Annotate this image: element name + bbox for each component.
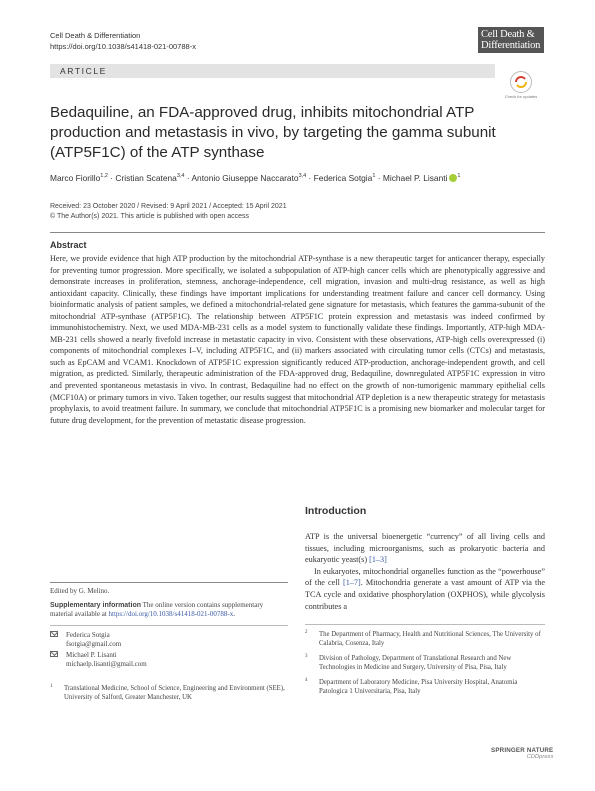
publisher-logo bbox=[491, 747, 553, 760]
intro-text: . Mitochondria generate a vast amount of ATP via the TCA cycle and oxidative phosphorylation (OXPHOS), while glycolysis contributes a bbox=[305, 578, 545, 611]
author-name[interactable]: Michael P. Lisanti bbox=[382, 173, 448, 183]
intro-text: In eukaryotes, mitochondrial organelles function as the “powerhouse” of the cell bbox=[305, 566, 545, 588]
cddpress-label: CDDpress bbox=[526, 754, 554, 760]
author-separator: · bbox=[377, 173, 383, 183]
divider bbox=[50, 582, 288, 583]
supplementary-text: The online version contains supplementary material available at bbox=[50, 601, 264, 619]
affiliation-number: 4 bbox=[305, 678, 308, 683]
correspondent bbox=[50, 631, 121, 649]
springer-nature-label: SPRINGER NATURE bbox=[491, 747, 554, 754]
author-name[interactable]: Cristian Scatena bbox=[115, 173, 177, 183]
check-for-updates-icon[interactable] bbox=[509, 70, 533, 94]
journal-logo bbox=[478, 27, 544, 53]
author-affiliation-marker: 1 bbox=[457, 173, 461, 180]
edited-by-note: Edited by G. Melino. bbox=[50, 587, 110, 595]
license-notice: © The Author(s) 2021. This article is published with open access bbox=[50, 213, 250, 220]
intro-paragraph bbox=[305, 566, 545, 612]
supplementary-end: . bbox=[233, 610, 235, 619]
supplementary-info bbox=[50, 601, 282, 620]
citation-link[interactable]: [1–7] bbox=[342, 578, 361, 588]
article-type-bar bbox=[50, 64, 495, 78]
logo-line-2: Differentiation bbox=[481, 40, 541, 51]
check-for-updates-label[interactable]: Check for updates bbox=[504, 94, 538, 99]
affiliation-text: The Department of Pharmacy, Health and Nutritional Sciences, The University of Calabria, Cosenza, Italy bbox=[319, 631, 541, 647]
affiliation-item bbox=[50, 684, 290, 702]
author-affiliation-marker: 3,4 bbox=[298, 173, 307, 180]
affiliation-list-right bbox=[305, 630, 545, 702]
author-name[interactable]: Marco Fiorillo bbox=[50, 173, 101, 183]
logo-line-1: Cell Death & bbox=[481, 29, 535, 40]
article-type-label: ARTICLE bbox=[60, 66, 107, 76]
author-affiliation-marker: 1 bbox=[372, 173, 376, 180]
divider bbox=[305, 624, 545, 625]
affiliation-item bbox=[305, 654, 545, 672]
introduction-body bbox=[305, 531, 545, 612]
abstract-heading: Abstract bbox=[50, 240, 87, 250]
affiliation-item bbox=[305, 630, 545, 648]
abstract-body: Here, we provide evidence that high ATP production by the mitochondrial ATP-synthase is a new therapeutic target for anticancer therapy, especially for preventing tumor progression. More specifically, we isolated a subpopulation of ATP-high cancer cells which are phenotypically aggressive and demonstrate increases in proliferation, stemness, anchorage-independence, cell migration, invasion and multi-drug resistance, as well as high antioxidant capacity. Clinically, these findings have important implications for understanding treatment failure and cancer cell dormancy. Using bioinformatic analysis of patient samples, we defined a mitochondrial-related gene signature for metastasis, which features the gamma-subunit of the mitochondrial ATP-synthase (ATP5F1C). The relationship between ATP5F1C protein expression and metastasis was indeed confirmed by immunohistochemistry. Next, we used MDA-MB-231 cells as a model system to functionally validate these findings. Importantly, ATP-high MDA-MB-231 cells showed a nearly fivefold increase in metastatic capacity in vivo. Consistent with these observations, ATP-high cells overexpressed (i) components of mitochondrial complexes I–V, including ATP5F1C, and (ii) markers associated with circulating tumor cells (CTCs) and metastasis, such as EpCAM and VCAM1. Knockdown of ATP5F1C expression significantly reduced ATP-production, anchorage-independent growth, and cell migration, as predicted. Similarly, therapeutic administration of the FDA-approved drug, Bedaquiline, downregulated ATP5F1C expression in vitro and prevented spontaneous metastasis in vivo. In contrast, Bedaquiline had no effect on the growth of non-tumorigenic mammary epithelial cells (MCF10A) or primary tumors in vivo. Taken together, our results suggest that mitochondrial ATP depletion is a new therapeutic strategy for metastasis prophylaxis, to avoid treatment failure. In summary, we conclude that mitochondrial ATP5F1C is a promising new biomarker and molecular target for future drug development, for the prevention of metastatic disease progression. bbox=[50, 254, 545, 425]
author-name[interactable]: Antonio Giuseppe Naccarato bbox=[191, 173, 299, 183]
affiliation-number: 1 bbox=[50, 684, 53, 689]
affiliation-item bbox=[305, 678, 545, 696]
supplementary-link[interactable]: https://doi.org/10.1038/s41418-021-00788-x bbox=[108, 610, 234, 619]
envelope-icon[interactable] bbox=[50, 651, 58, 657]
affiliation-number: 2 bbox=[305, 630, 308, 635]
supplementary-label: Supplementary information bbox=[50, 602, 142, 609]
article-dates: Received: 23 October 2020 / Revised: 9 April 2021 / Accepted: 15 April 2021 bbox=[50, 203, 287, 210]
affiliation-list-left bbox=[50, 684, 290, 708]
affiliation-text: Division of Pathology, Department of Translational Research and New Technologies in Medicine and Surgery, University of Pisa, Pisa, Italy bbox=[319, 655, 512, 671]
author-separator: · bbox=[110, 173, 116, 183]
intro-text: ATP is the universal bioenergetic “currency” of all living cells and tissues, including microorganisms, such as prokaryotic bacteria and eukaryotic yeast(s) bbox=[305, 532, 545, 565]
correspondent-name: Michael P. Lisanti bbox=[66, 651, 117, 659]
author-affiliation-marker: 3,4 bbox=[176, 173, 185, 180]
doi-link[interactable]: https://doi.org/10.1038/s41418-021-00788-x bbox=[50, 42, 196, 51]
author-affiliation-marker: 1,2 bbox=[100, 173, 108, 180]
citation-link[interactable]: [1–3] bbox=[369, 555, 387, 565]
correspondent-name: Federica Sotgia bbox=[66, 631, 110, 639]
author-name[interactable]: Federica Sotgia bbox=[313, 173, 373, 183]
correspondent-email[interactable]: fsotgia@gmail.com bbox=[66, 640, 122, 648]
affiliation-number: 3 bbox=[305, 654, 308, 659]
author-separator: · bbox=[186, 173, 192, 183]
author-list bbox=[50, 173, 550, 183]
correspondent bbox=[50, 651, 147, 669]
introduction-heading: Introduction bbox=[305, 505, 367, 517]
envelope-icon[interactable] bbox=[50, 631, 58, 637]
correspondent-email[interactable]: michaelp.lisanti@gmail.com bbox=[66, 660, 147, 668]
author-separator: · bbox=[308, 173, 314, 183]
divider bbox=[50, 625, 288, 626]
affiliation-text: Department of Laboratory Medicine, Pisa University Hospital, Anatomia Patologica 1 Universitaria, Pisa, Italy bbox=[319, 679, 518, 695]
intro-paragraph bbox=[305, 531, 545, 566]
affiliation-text: Translational Medicine, School of Science, Engineering and Environment (SEE), University of Salford, Greater Manchester, UK bbox=[64, 685, 285, 701]
article-title: Bedaquiline, an FDA-approved drug, inhibits mitochondrial ATP production and metastasis in vivo, by targeting the gamma subunit (ATP5F1C) of the ATP synthase bbox=[50, 104, 496, 161]
divider bbox=[50, 232, 545, 233]
journal-name: Cell Death & Differentiation bbox=[50, 31, 141, 40]
